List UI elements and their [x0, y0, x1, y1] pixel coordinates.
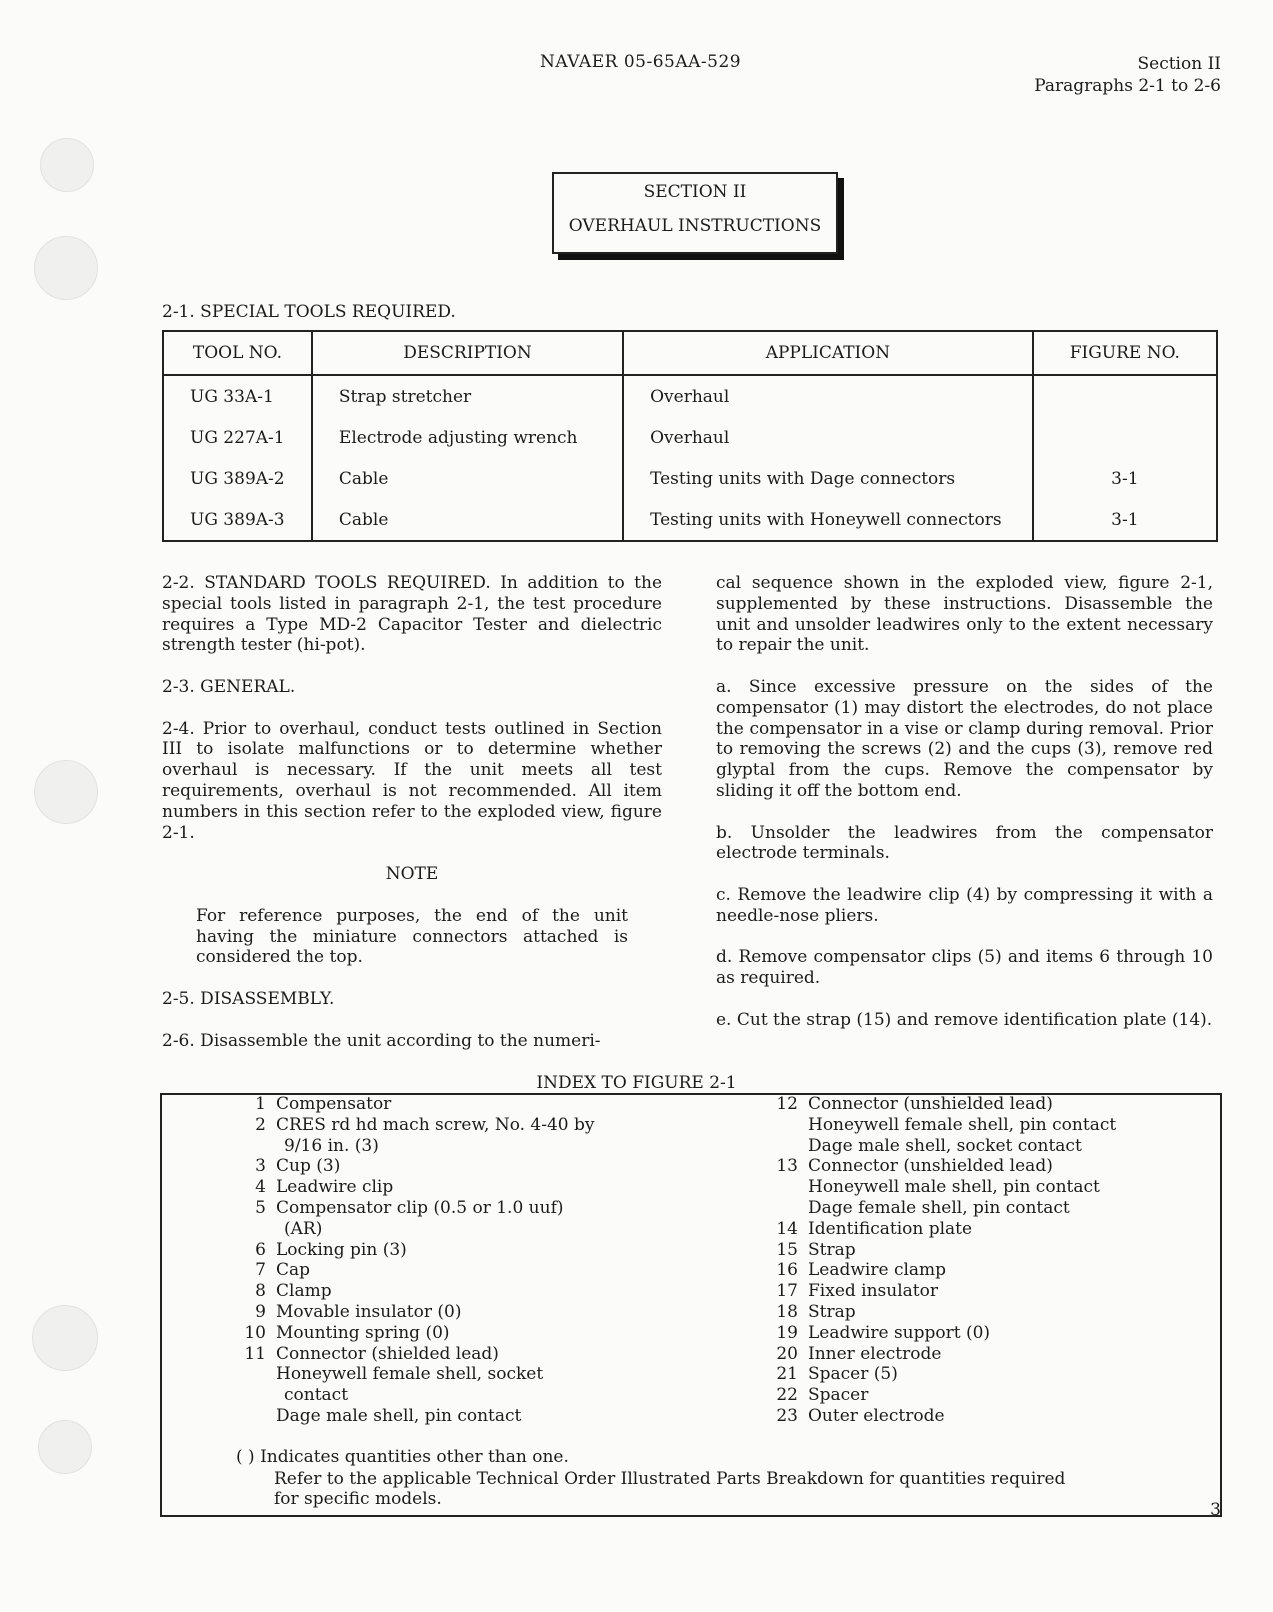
column-header: APPLICATION: [623, 331, 1033, 375]
index-item-text: Connector (shielded lead): [276, 1343, 499, 1364]
index-item-text: Honeywell male shell, pin contact: [808, 1177, 1100, 1198]
index-item-text: Leadwire clamp: [808, 1260, 947, 1281]
index-item-number: 13: [776, 1156, 798, 1177]
binder-hole: [40, 138, 94, 192]
tool-figure: [1033, 375, 1217, 417]
step-b: b. Unsolder the leadwires from the compensator electrode terminals.: [716, 822, 1213, 864]
tool-application: Overhaul: [623, 375, 1033, 417]
index-item-number: 5: [255, 1197, 266, 1218]
special-tools-heading: 2-1. SPECIAL TOOLS REQUIRED.: [162, 302, 456, 322]
tool-application: Testing units with Dage connectors: [623, 458, 1033, 499]
paragraph-2-4: 2-4. Prior to overhaul, conduct tests outlined in Section III to isolate malfunctions or to determine whether overhaul is necessary. If the unit meets all test requirements, overhaul is not recommended. All item numbers in this section refer to the exploded view, figure 2-1.: [162, 718, 662, 843]
index-item-text: Dage male shell, pin contact: [276, 1405, 522, 1426]
index-item: [236, 1323, 656, 1344]
index-footnote-models: for specific models.: [274, 1489, 442, 1509]
index-item: [236, 1260, 656, 1281]
section-label: Section II: [1137, 54, 1221, 74]
right-text-column: [716, 573, 1213, 1051]
binder-hole: [34, 760, 98, 824]
index-item: [236, 1156, 656, 1177]
index-item-text: Clamp: [276, 1281, 332, 1302]
index-item-number: 20: [776, 1343, 798, 1364]
index-item-number: 7: [255, 1260, 266, 1281]
index-item-text: (AR): [284, 1218, 323, 1239]
index-box: [160, 1093, 1222, 1517]
index-item: [236, 1115, 656, 1136]
index-item: [768, 1136, 1208, 1157]
tool-number: UG 227A-1: [163, 417, 312, 458]
index-item: [236, 1198, 656, 1219]
paragraph-2-3: 2-3. GENERAL.: [162, 676, 296, 697]
index-item: [768, 1364, 1208, 1385]
index-item: [768, 1219, 1208, 1240]
index-item-number: 17: [776, 1281, 798, 1302]
tool-number: UG 389A-3: [163, 499, 312, 541]
index-item-text: CRES rd hd mach screw, No. 4-40 by: [276, 1114, 595, 1135]
tool-number: UG 389A-2: [163, 458, 312, 499]
special-tools-table: [162, 330, 1218, 542]
tool-figure: 3-1: [1033, 458, 1217, 499]
index-item: [236, 1406, 656, 1427]
index-footnote-quantities: ( ) Indicates quantities other than one.: [236, 1447, 569, 1467]
index-item: [236, 1136, 656, 1157]
index-item-text: Cup (3): [276, 1156, 341, 1177]
index-item-text: Connector (unshielded lead): [808, 1094, 1053, 1114]
index-item: [768, 1344, 1208, 1365]
index-item-text: Strap: [808, 1239, 856, 1260]
index-item: [768, 1094, 1208, 1115]
index-item-number: 12: [776, 1094, 798, 1114]
index-item-text: Honeywell female shell, pin contact: [808, 1114, 1117, 1135]
tool-description: Cable: [312, 458, 623, 499]
index-item-text: Outer electrode: [808, 1405, 945, 1426]
step-d: d. Remove compensator clips (5) and items 6 through 10 as required.: [716, 947, 1213, 989]
tool-application: Testing units with Honeywell connectors: [623, 499, 1033, 541]
index-item-text: Inner electrode: [808, 1343, 942, 1364]
tool-description: Electrode adjusting wrench: [312, 417, 623, 458]
index-list-right: [768, 1094, 1208, 1427]
index-item-number: 16: [776, 1260, 798, 1281]
column-header: FIGURE NO.: [1033, 331, 1217, 375]
index-item: [768, 1240, 1208, 1261]
index-item: [768, 1260, 1208, 1281]
index-item-number: 6: [255, 1239, 266, 1260]
tool-number: UG 33A-1: [163, 375, 312, 417]
column-header: DESCRIPTION: [312, 331, 623, 375]
index-item: [236, 1219, 656, 1240]
step-c: c. Remove the leadwire clip (4) by compressing it with a needle-nose pliers.: [716, 884, 1213, 926]
index-item-number: 21: [776, 1364, 798, 1385]
index-item: [236, 1385, 656, 1406]
index-item: [236, 1281, 656, 1302]
index-item: [236, 1094, 656, 1115]
note-body: For reference purposes, the end of the unit having the miniature connectors attached is considered the top.: [196, 905, 628, 968]
table-row: [163, 458, 1217, 499]
tool-application: Overhaul: [623, 417, 1033, 458]
tool-description: Strap stretcher: [312, 375, 623, 417]
paragraph-2-2: 2-2. STANDARD TOOLS REQUIRED. In addition to the special tools listed in paragraph 2-1, the test procedure requires a Type MD-2 Capacitor Tester and dielectric strength tester (hi-pot).: [162, 573, 662, 656]
index-item: [768, 1115, 1208, 1136]
paragraphs-label: Paragraphs 2-1 to 2-6: [1034, 76, 1221, 96]
index-item-number: 23: [776, 1405, 798, 1426]
index-item-text: Honeywell female shell, socket: [276, 1364, 544, 1385]
section-title-box: [552, 172, 838, 254]
index-item-text: Locking pin (3): [276, 1239, 407, 1260]
binder-hole: [32, 1305, 98, 1371]
index-item-text: Spacer: [808, 1385, 869, 1406]
index-item: [768, 1385, 1208, 1406]
index-item-number: 8: [255, 1281, 266, 1302]
index-item-text: Fixed insulator: [808, 1281, 938, 1302]
index-item-text: Compensator: [276, 1094, 392, 1114]
index-item-number: 3: [255, 1156, 266, 1177]
document-number: NAVAER 05-65AA-529: [540, 52, 742, 72]
index-item: [768, 1406, 1208, 1427]
index-list-left: [236, 1094, 656, 1427]
index-item: [768, 1281, 1208, 1302]
index-item: [768, 1156, 1208, 1177]
index-item-text: Leadwire clip: [276, 1177, 394, 1198]
index-item-text: Dage female shell, pin contact: [808, 1197, 1070, 1218]
index-item-number: 10: [244, 1322, 266, 1343]
tool-figure: [1033, 417, 1217, 458]
index-item-text: Compensator clip (0.5 or 1.0 uuf): [276, 1197, 564, 1218]
index-item-text: Cap: [276, 1260, 311, 1281]
index-item: [236, 1344, 656, 1365]
note-heading: NOTE: [385, 864, 439, 885]
index-item-number: 18: [776, 1301, 798, 1322]
tool-description: Cable: [312, 499, 623, 541]
index-item-number: 1: [255, 1094, 266, 1114]
tool-figure: 3-1: [1033, 499, 1217, 541]
index-item-text: Dage male shell, socket contact: [808, 1135, 1082, 1156]
section-number: SECTION II: [643, 182, 747, 202]
table-row: [163, 375, 1217, 417]
column-header: TOOL NO.: [163, 331, 312, 375]
index-item: [768, 1323, 1208, 1344]
index-item-text: Strap: [808, 1301, 856, 1322]
section-title: OVERHAUL INSTRUCTIONS: [568, 216, 822, 236]
index-item-text: contact: [284, 1385, 349, 1406]
index-item: [768, 1198, 1208, 1219]
section-reference: [1034, 53, 1221, 97]
index-item-text: Connector (unshielded lead): [808, 1156, 1053, 1177]
index-item-text: Movable insulator (0): [276, 1301, 462, 1322]
left-text-column: [162, 573, 662, 1072]
binder-hole: [38, 1420, 92, 1474]
index-item-number: 19: [776, 1322, 798, 1343]
index-item-text: 9/16 in. (3): [284, 1135, 379, 1156]
paragraph-2-6-continued: cal sequence shown in the exploded view, figure 2-1, supplemented by these instructions. Disassemble the unit and unsolder leadwires only to the extent necessary to repair the unit.: [716, 573, 1213, 656]
index-item-number: 4: [255, 1177, 266, 1198]
paragraph-2-5: 2-5. DISASSEMBLY.: [162, 988, 335, 1009]
index-item-number: 2: [255, 1114, 266, 1135]
index-footnote-reference: Refer to the applicable Technical Order Illustrated Parts Breakdown for quantities required: [274, 1469, 1066, 1489]
paragraph-2-6: 2-6. Disassemble the unit according to the numeri-: [162, 1030, 601, 1051]
index-item-number: 11: [244, 1343, 266, 1364]
index-item: [236, 1177, 656, 1198]
index-item-text: Leadwire support (0): [808, 1322, 991, 1343]
index-item-number: 14: [776, 1218, 798, 1239]
index-item: [236, 1364, 656, 1385]
page-number: 3: [1210, 1500, 1221, 1520]
index-item: [768, 1302, 1208, 1323]
index-item-text: Identification plate: [808, 1218, 973, 1239]
binder-hole: [34, 236, 98, 300]
index-item: [236, 1240, 656, 1261]
step-a: a. Since excessive pressure on the sides of the compensator (1) may distort the electrodes, do not place the compensator in a vise or clamp during removal. Prior to removing the screws (2) and the cups (3), remove red glyptal from the cups. Remove the compensator by sliding it off the bottom end.: [716, 676, 1213, 801]
table-row: [163, 417, 1217, 458]
index-item-number: 15: [776, 1239, 798, 1260]
index-item-text: Spacer (5): [808, 1364, 898, 1385]
table-row: [163, 499, 1217, 541]
index-item: [236, 1302, 656, 1323]
index-item-number: 9: [255, 1301, 266, 1322]
index-item-number: 22: [776, 1385, 798, 1406]
index-title: INDEX TO FIGURE 2-1: [536, 1073, 737, 1093]
step-e: e. Cut the strap (15) and remove identification plate (14).: [716, 1009, 1213, 1030]
index-item: [768, 1177, 1208, 1198]
index-item-text: Mounting spring (0): [276, 1322, 450, 1343]
table-header-row: [163, 331, 1217, 375]
